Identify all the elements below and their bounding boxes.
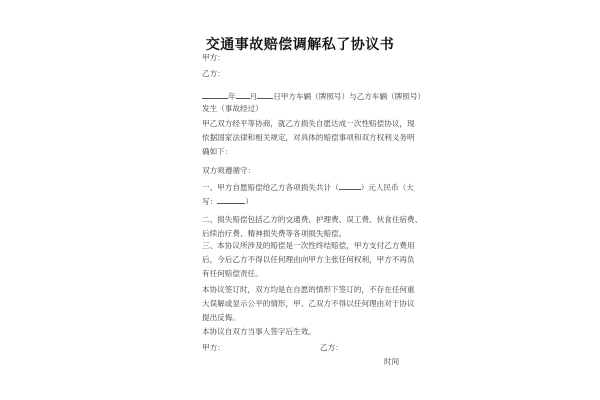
clause-1-text-c: 写：: [202, 197, 218, 206]
clause-2-line-2: 后续治疗费、精神损失费等各项损失赔偿。: [202, 229, 347, 238]
party-b-label: 乙方：: [202, 69, 225, 78]
occurrence-line: 发生（事故经过）: [202, 104, 263, 113]
clause-2-line-1: 二、损失赔偿包括乙方的交通费、护理费、误工费、伙食住宿费、: [202, 215, 423, 224]
intro-line-3: 确如下：: [202, 147, 233, 156]
year-label: 年: [228, 92, 236, 101]
clause-4-line-1: 本协议签订时，双方均是在自愿的情形下签订的，不存在任何重: [202, 285, 415, 294]
party-a-label: 甲方：: [202, 53, 225, 62]
document-title: 交通事故赔偿调解私了协议书: [205, 37, 395, 53]
amount-blank: [339, 182, 361, 190]
month-blank: [236, 90, 250, 99]
clause-3-line-1: 三、本协议所涉及的赔偿是一次性终结赔偿，甲方支付乙方费用: [202, 241, 415, 250]
clause-1-text-d: ）: [245, 197, 253, 206]
clause-1-line-2: [202, 196, 253, 207]
month-label: 月: [249, 92, 258, 101]
clause-4-line-3: 提出反悔。: [202, 313, 240, 322]
clause-1-text-b: ）元人民币（大: [360, 183, 414, 192]
abide-line: 双方须遵循守：: [202, 166, 256, 175]
clause-3-line-3: 有任何赔偿责任。: [202, 269, 263, 278]
clause-1-text-a: 一、甲方自愿赔偿给乙方各项损失共计（: [202, 183, 339, 192]
intro-line-2: 依据国家法律和相关规定，对具体的赔偿事项和双方权利义务明: [202, 133, 415, 142]
day-blank: [257, 90, 273, 99]
date-line: [202, 90, 425, 102]
clause-1-line-1: [202, 182, 414, 193]
effective-line: 本协议自双方当事人签字后生效。: [202, 327, 316, 336]
signature-party-b: 乙方：: [320, 343, 343, 352]
clause-4-line-2: 大误解或显示公平的情形，甲、乙双方不得以任何理由对于协议: [202, 299, 415, 308]
amount-words-blank: [217, 196, 245, 204]
year-blank: [202, 90, 228, 99]
signature-time: 时间: [384, 357, 400, 366]
clause-3-line-2: 后，今后乙方不得以任何理由向甲方主张任何权利，甲方不再负: [202, 255, 415, 264]
intro-line-1: 甲乙双方经平等协商，就乙方损失自愿达成一次性赔偿协议，现: [202, 119, 415, 128]
day-and-vehicles: 日甲方车辆（牌照号）与乙方车辆（牌照号）: [273, 92, 426, 101]
signature-party-a: 甲方：: [202, 343, 225, 352]
